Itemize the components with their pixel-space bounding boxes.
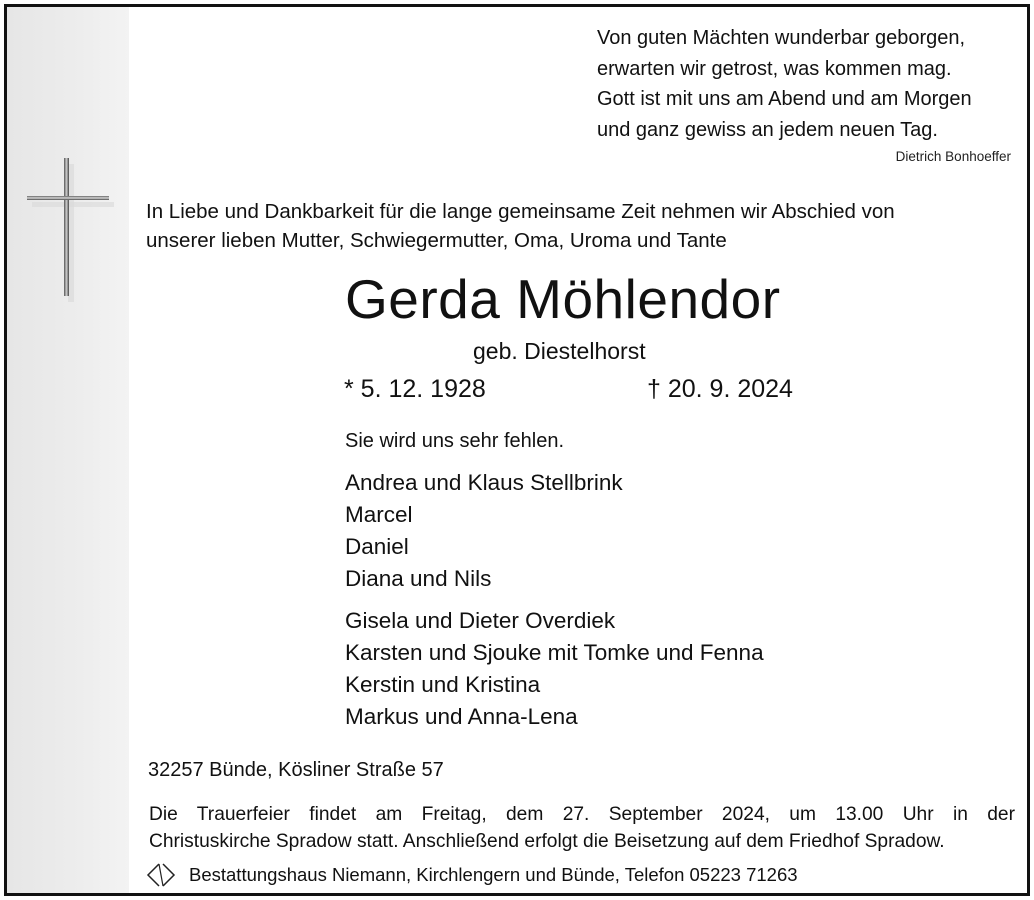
death-date: † 20. 9. 2024 <box>647 375 793 403</box>
quote-line: Von guten Mächten wunderbar geborgen, <box>597 27 966 49</box>
side-band <box>7 7 129 893</box>
cross-icon <box>24 152 114 302</box>
quote-line: und ganz gewiss an jedem neuen Tag. <box>597 118 938 141</box>
intro-text <box>146 197 1026 255</box>
quote-line: erwarten wir getrost, was kommen mag. <box>597 57 952 80</box>
ceremony-details <box>149 802 1015 855</box>
intro-line: unserer lieben Mutter, Schwiegermutter, Oma, Uroma und Tante <box>146 229 727 252</box>
mourners-group-1 <box>345 467 995 595</box>
maiden-name: geb. Diestelhorst <box>473 338 646 364</box>
mourner-name: Daniel <box>345 534 409 559</box>
missed-text: Sie wird uns sehr fehlen. <box>345 430 565 452</box>
deceased-name: Gerda Möhlendor <box>345 268 781 330</box>
mourners-group-2 <box>345 605 995 733</box>
mourner-name: Karsten und Sjouke mit Tomke und Fenna <box>345 640 764 665</box>
bonhoeffer-quote <box>597 23 1017 145</box>
address: 32257 Bünde, Kösliner Straße 57 <box>148 759 444 781</box>
intro-line: In Liebe und Dankbarkeit für die lange gemeinsame Zeit nehmen wir Abschied von <box>146 200 895 223</box>
funeral-home-text: Bestattungshaus Niemann, Kirchlengern und Bünde, Telefon 05223 71263 <box>189 864 798 885</box>
mourner-name: Markus und Anna-Lena <box>345 704 578 729</box>
obituary-notice <box>4 4 1030 896</box>
ceremony-line: Die Trauerfeier findet am Freitag, dem 27. September 2024, um 13.00 Uhr in der <box>149 804 1015 825</box>
funeral-home <box>145 862 798 888</box>
mourner-name: Gisela und Dieter Overdiek <box>345 608 616 633</box>
mourner-name: Diana und Nils <box>345 566 492 591</box>
mourner-name: Marcel <box>345 502 413 527</box>
birth-date: * 5. 12. 1928 <box>344 375 486 403</box>
ceremony-line: Christuskirche Spradow statt. Anschließend erfolgt die Beisetzung auf dem Friedhof Spradow. <box>149 830 945 852</box>
quote-line: Gott ist mit uns am Abend und am Morgen <box>597 88 972 110</box>
diamond-logo-icon <box>145 862 179 888</box>
mourner-name: Andrea und Klaus Stellbrink <box>345 470 623 495</box>
mourner-name: Kerstin und Kristina <box>345 672 541 697</box>
quote-author: Dietrich Bonhoeffer <box>895 149 1011 164</box>
